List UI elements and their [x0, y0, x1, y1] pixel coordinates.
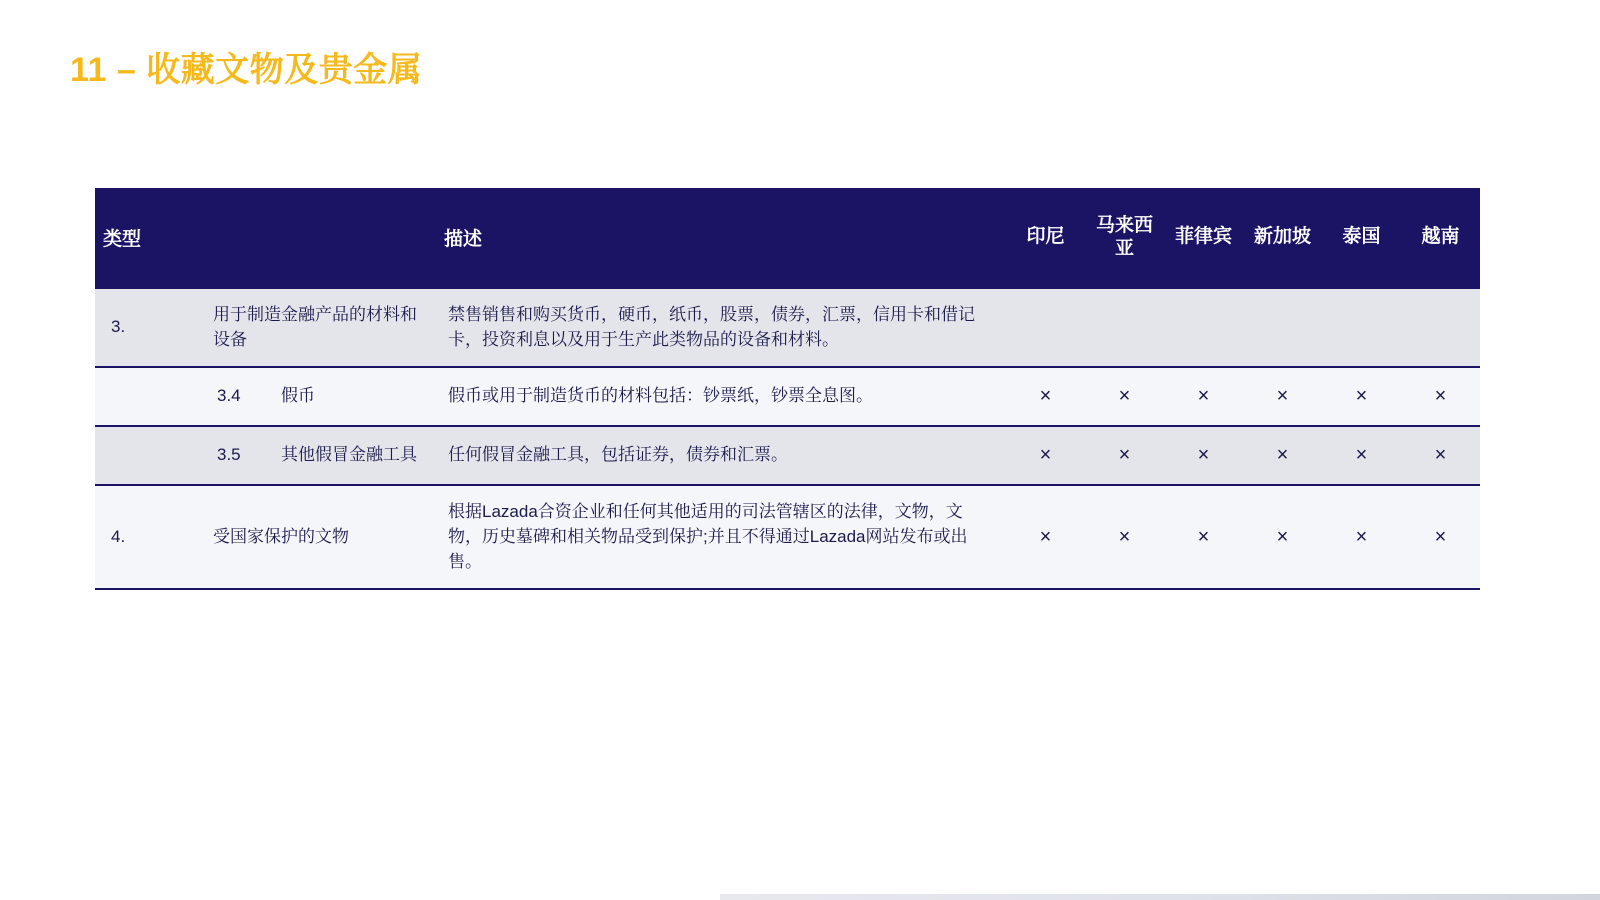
row-mark-indonesia: ×: [1006, 485, 1085, 589]
row-number: [95, 426, 143, 485]
column-header-country-vietnam: 越南: [1401, 188, 1480, 288]
row-mark-singapore: [1243, 288, 1322, 367]
row-mark-thailand: ×: [1322, 485, 1401, 589]
column-header-description: 描述: [436, 188, 1006, 288]
row-mark-thailand: ×: [1322, 426, 1401, 485]
row-label: 用于制造金融产品的材料和设备: [203, 288, 436, 367]
table-row: [95, 367, 1480, 426]
row-mark-malaysia: ×: [1085, 426, 1164, 485]
row-mark-malaysia: ×: [1085, 367, 1164, 426]
policy-table-container: [95, 188, 1480, 590]
bottom-accent-bar: [720, 894, 1600, 900]
row-mark-vietnam: [1401, 288, 1480, 367]
row-mark-vietnam: ×: [1401, 367, 1480, 426]
row-mark-philippines: [1164, 288, 1243, 367]
row-mark-singapore: ×: [1243, 367, 1322, 426]
column-header-country-malaysia: 马来西亚: [1085, 188, 1164, 288]
row-mark-philippines: ×: [1164, 485, 1243, 589]
row-subnumber: [143, 485, 203, 589]
row-mark-vietnam: ×: [1401, 485, 1480, 589]
row-mark-indonesia: ×: [1006, 426, 1085, 485]
row-label: 受国家保护的文物: [203, 485, 436, 589]
row-mark-singapore: ×: [1243, 426, 1322, 485]
row-description: 任何假冒金融工具，包括证券，债券和汇票。: [436, 426, 1006, 485]
row-mark-singapore: ×: [1243, 485, 1322, 589]
row-mark-indonesia: ×: [1006, 367, 1085, 426]
row-subnumber: 3.5: [143, 426, 203, 485]
page-title: 11 – 收藏文物及贵金属: [70, 51, 423, 89]
column-header-country-singapore: 新加坡: [1243, 188, 1322, 288]
row-number: 3.: [95, 288, 143, 367]
row-mark-malaysia: [1085, 288, 1164, 367]
row-mark-thailand: [1322, 288, 1401, 367]
column-header-type: 类型: [95, 188, 436, 288]
row-mark-vietnam: ×: [1401, 426, 1480, 485]
row-description: 禁售销售和购买货币，硬币，纸币，股票，债券，汇票，信用卡和借记卡，投资利息以及用于生产此类物品的设备和材料。: [436, 288, 1006, 367]
row-subnumber: 3.4: [143, 367, 203, 426]
row-mark-philippines: ×: [1164, 367, 1243, 426]
row-label: 其他假冒金融工具: [203, 426, 436, 485]
table-row: [95, 426, 1480, 485]
column-header-country-thailand: 泰国: [1322, 188, 1401, 288]
row-description: 假币或用于制造货币的材料包括：钞票纸，钞票全息图。: [436, 367, 1006, 426]
row-label: 假币: [203, 367, 436, 426]
column-header-country-indonesia: 印尼: [1006, 188, 1085, 288]
row-description: 根据Lazada合资企业和任何其他适用的司法管辖区的法律，文物，文物，历史墓碑和相关物品受到保护;并且不得通过Lazada网站发布或出售。: [436, 485, 1006, 589]
row-mark-thailand: ×: [1322, 367, 1401, 426]
table-header-row: [95, 188, 1480, 288]
row-subnumber: [143, 288, 203, 367]
row-number: 4.: [95, 485, 143, 589]
policy-table: [95, 188, 1480, 590]
row-mark-indonesia: [1006, 288, 1085, 367]
row-mark-malaysia: ×: [1085, 485, 1164, 589]
table-row: [95, 485, 1480, 589]
column-header-country-philippines: 菲律宾: [1164, 188, 1243, 288]
table-row: [95, 288, 1480, 367]
row-number: [95, 367, 143, 426]
row-mark-philippines: ×: [1164, 426, 1243, 485]
